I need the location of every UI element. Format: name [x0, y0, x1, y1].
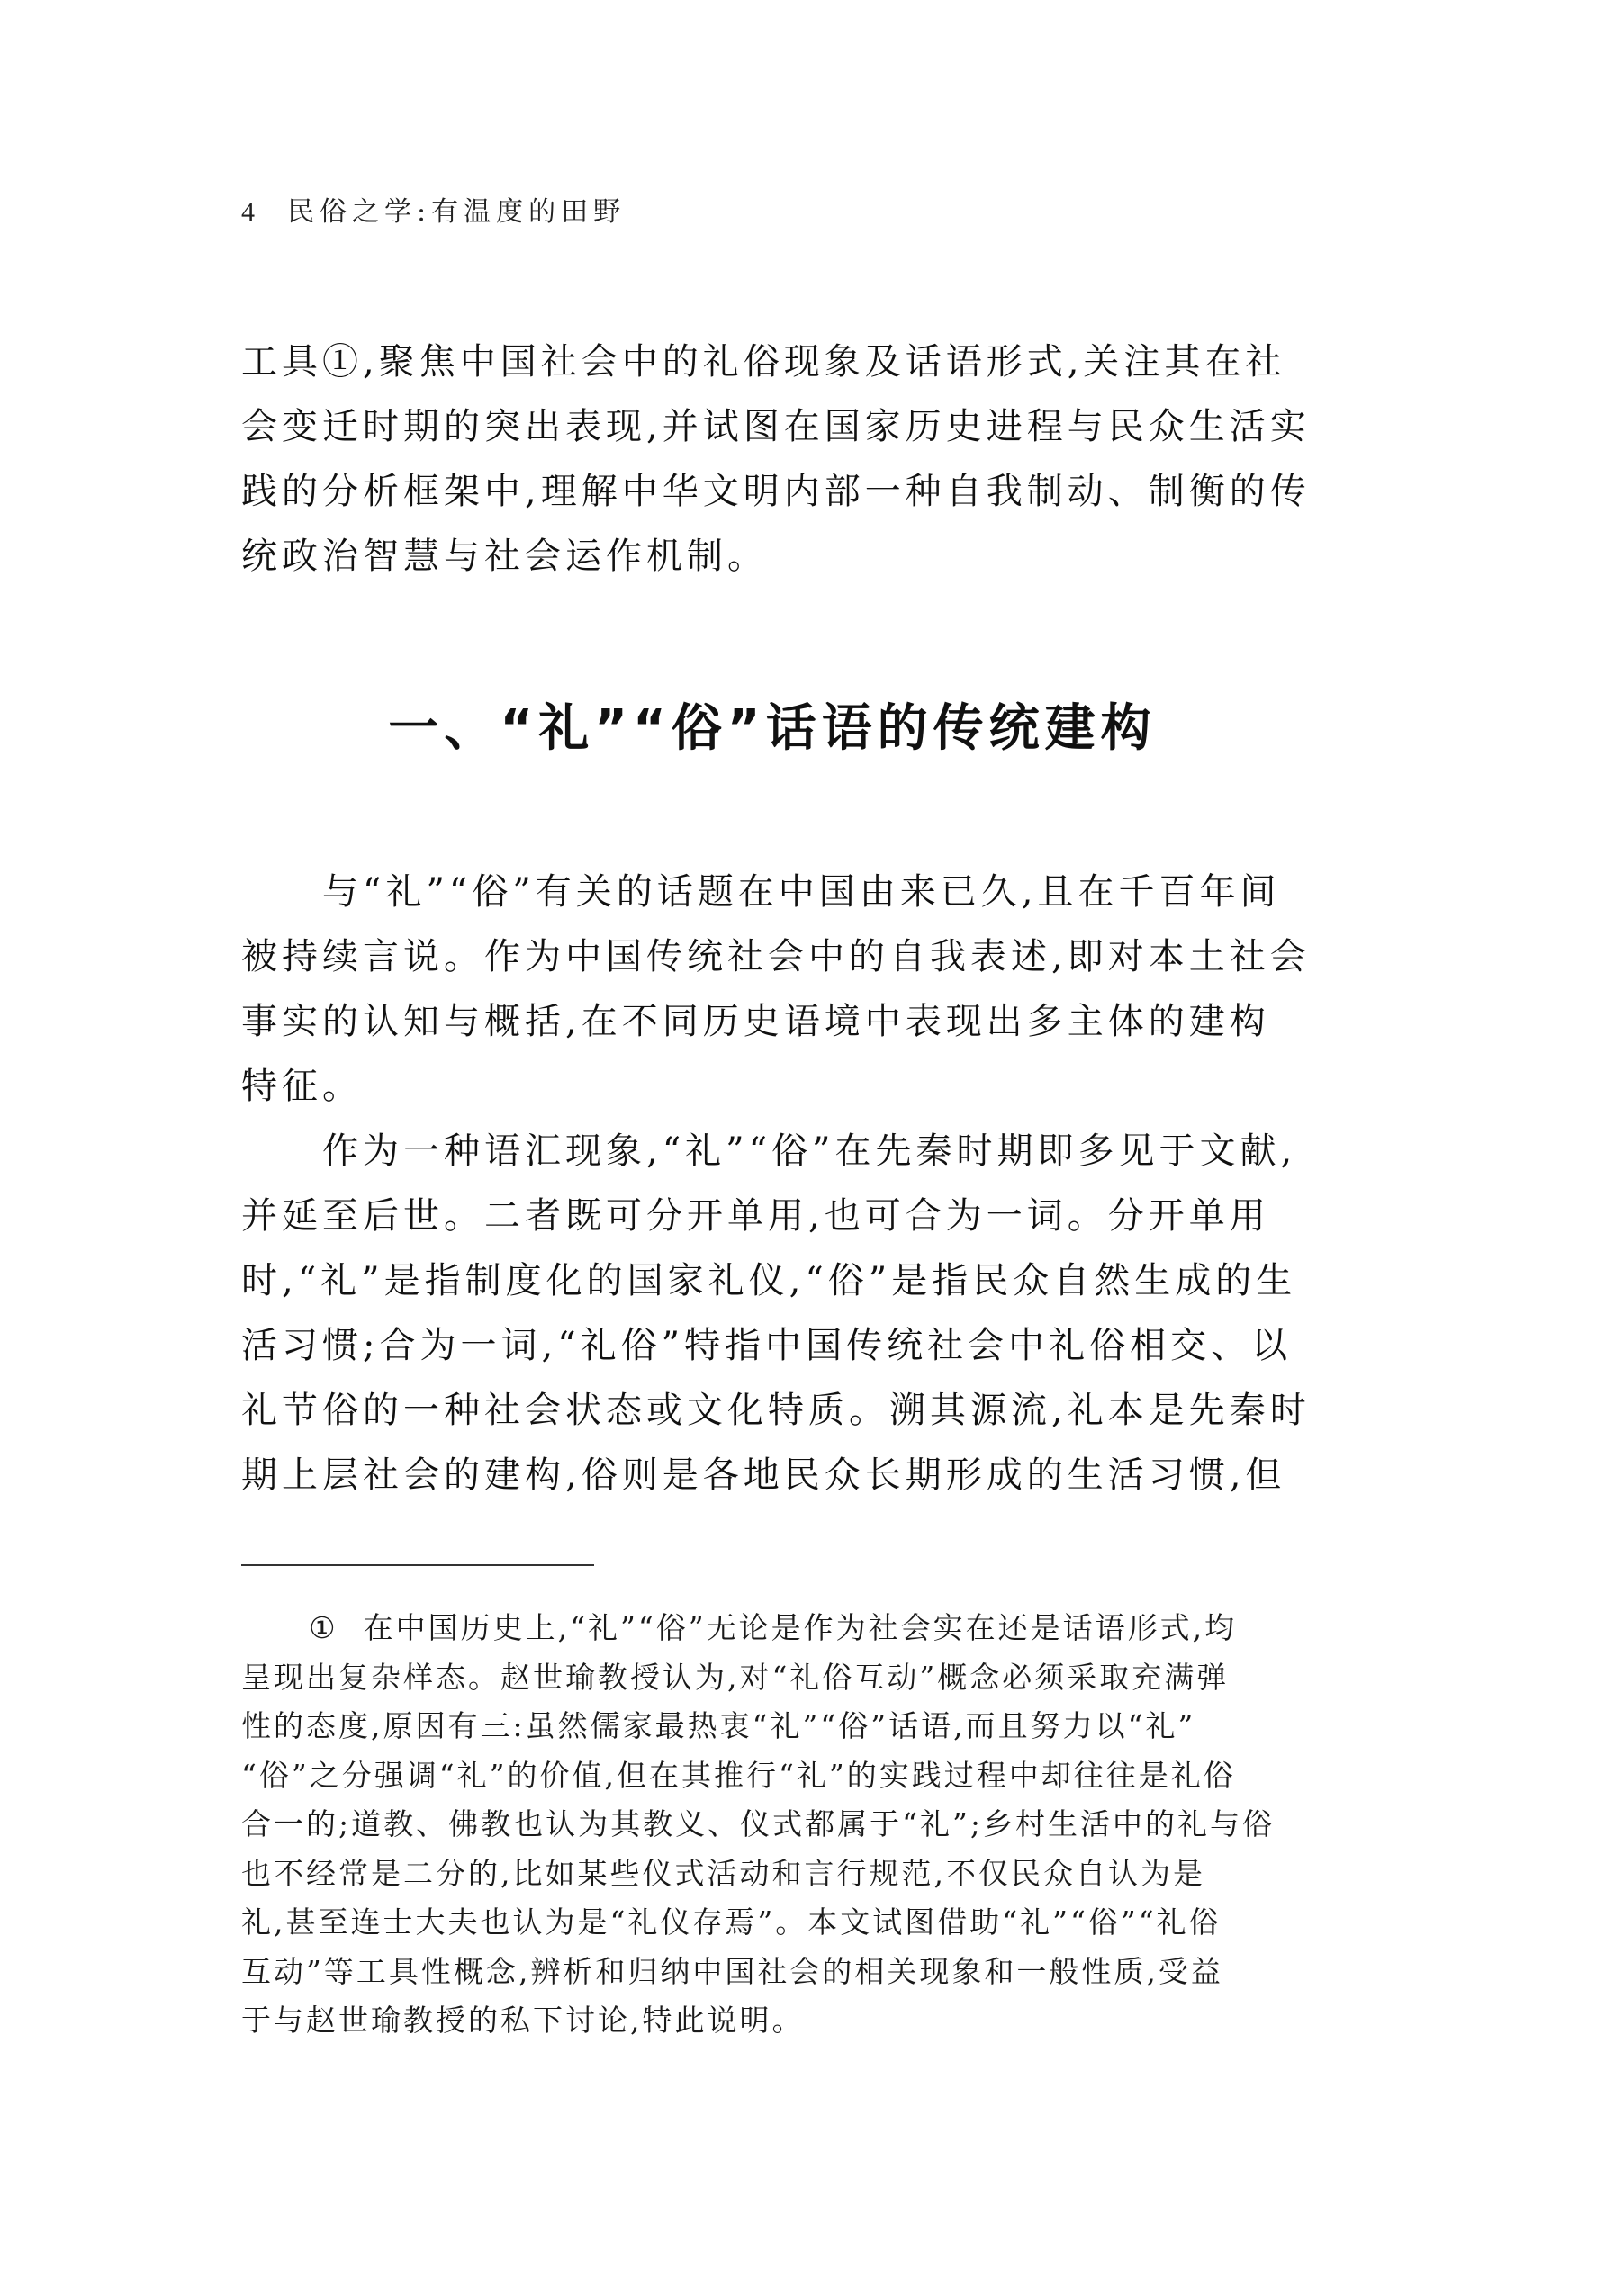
paragraph-2 — [241, 1119, 1311, 1508]
footnote-line: 互动”等工具性概念,辨析和归纳中国社会的相关现象和一般性质,受益 — [241, 1953, 1223, 1989]
text-line: 期上层社会的建构,俗则是各地民众长期形成的生活习惯,但 — [241, 1454, 1286, 1496]
footnote-marker: ① — [309, 1610, 338, 1645]
text-line: 统政治智慧与社会运作机制。 — [241, 536, 768, 577]
footnote-line: 于与赵世瑜教授的私下讨论,特此说明。 — [241, 2003, 805, 2038]
footnote-divider — [241, 1564, 594, 1566]
footnote-line: 呈现出复杂样态。赵世瑜教授认为,对“礼俗互动”概念必须采取充满弹 — [241, 1659, 1230, 1695]
text-line: 并延至后世。二者既可分开单用,也可合为一词。分开单用 — [241, 1195, 1270, 1237]
text-line: 与“礼”“俗”有关的话题在中国由来已久,且在千百年间 — [322, 871, 1281, 913]
text-line: 活习惯;合为一词,“礼俗”特指中国传统社会中礼俗相交、以 — [241, 1325, 1293, 1366]
running-title: 民俗之学:有温度的田野 — [287, 196, 627, 228]
footnote — [241, 1604, 1303, 2046]
running-head — [241, 189, 626, 229]
text-line: 会变迁时期的突出表现,并试图在国家历史进程与民众生活实 — [241, 406, 1311, 447]
intro-paragraph — [241, 329, 1311, 589]
footnote-text: 在中国历史上,“礼”“俗”无论是作为社会实在还是话语形式,均 — [363, 1610, 1238, 1645]
footnote-line: “俗”之分强调“礼”的价值,但在其推行“礼”的实践过程中却往往是礼俗 — [241, 1757, 1236, 1793]
text-line: 事实的认知与概括,在不同历史语境中表现出多主体的建构 — [241, 1001, 1270, 1042]
text-line: 特征。 — [241, 1066, 363, 1107]
footnote-line: 合一的;道教、佛教也认为其教义、仪式都属于“礼”;乡村生活中的礼与俗 — [241, 1806, 1275, 1841]
text-line: 作为一种语汇现象,“礼”“俗”在先秦时期即多见于文献, — [322, 1130, 1297, 1172]
paragraph-1 — [241, 860, 1311, 1119]
text-line: 践的分析框架中,理解中华文明内部一种自我制动、制衡的传 — [241, 471, 1311, 512]
text-line: 工具①,聚焦中国社会中的礼俗现象及话语形式,关注其在社 — [241, 341, 1286, 383]
text-line: 礼节俗的一种社会状态或文化特质。溯其源流,礼本是先秦时 — [241, 1390, 1311, 1431]
text-line: 被持续言说。作为中国传统社会中的自我表述,即对本土社会 — [241, 936, 1311, 977]
footnote-line: 也不经常是二分的,比如某些仪式活动和言行规范,不仅民众自认为是 — [241, 1855, 1205, 1891]
footnote-line: 性的态度,原因有三:虽然儒家最热衷“礼”“俗”话语,而且努力以“礼” — [241, 1708, 1196, 1743]
footnote-line — [241, 1604, 1303, 1653]
page-number: 4 — [241, 197, 260, 227]
section-heading: 一、“礼”“俗”话语的传统建构 — [388, 699, 1157, 758]
footnote-line: 礼,甚至连士大夫也认为是“礼仪存焉”。本文试图借助“礼”“俗”“礼俗 — [241, 1904, 1222, 1940]
text-line: 时,“礼”是指制度化的国家礼仪,“俗”是指民众自然生成的生 — [241, 1260, 1297, 1301]
